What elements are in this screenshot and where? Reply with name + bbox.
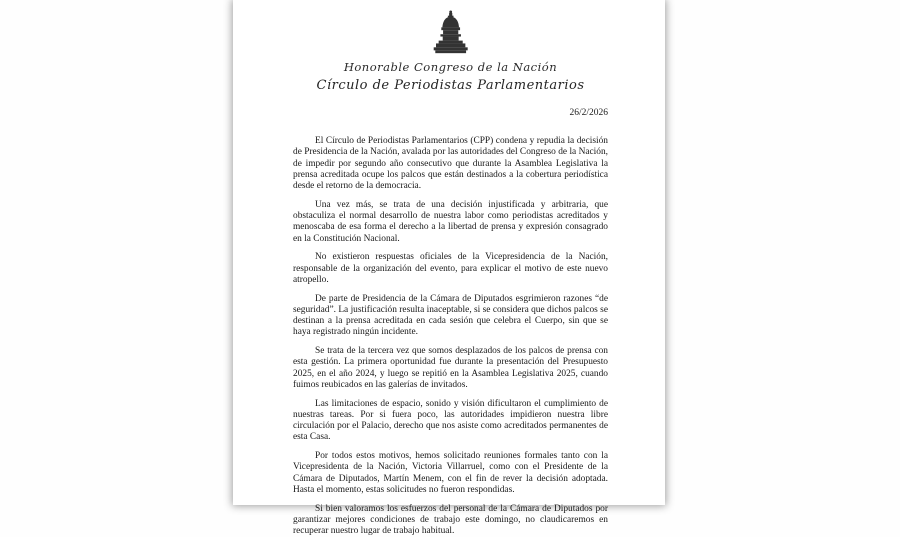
letter-paragraph: No existieron respuestas oficiales de la Vicepresidencia de la Nación, responsable de la organización del evento, para explicar el motivo de este nuevo atropello. — [293, 252, 608, 286]
letter-paragraph: Se trata de la tercera vez que somos desplazados de los palcos de prensa con esta gestión. La primera oportunidad fue durante la presentación del Presupuesto 2025, en el año 2024, y luego se repitió en la Asamblea Legislativa 2025, cuando fuimos reubicados en las galerías de invitados. — [293, 346, 608, 391]
document-page — [233, 0, 665, 505]
letter-paragraph: Las limitaciones de espacio, sonido y visión dificultaron el cumplimiento de nuestras tareas. Por si fuera poco, las autoridades impidieron nuestra libre circulación por el Palacio, derecho que nos asiste como acreditados permanentes de esta Casa. — [293, 399, 608, 444]
letter-paragraph: Una vez más, se trata de una decisión injustificada y arbitraria, que obstaculiza el normal desarrollo de nuestra labor como periodistas acreditados y menoscaba de esa forma el derecho a la libertad de prensa y expresión consagrado en la Constitución Nacional. — [293, 200, 608, 245]
letter-paragraph: De parte de Presidencia de la Cámara de Diputados esgrimieron razones “de seguridad”. La justificación resulta inaceptable, si se considera que dichos palcos se destinan a la prensa acreditada en cada sesión que celebra el Cuerpo, sin que se haya registrado ningún incidente. — [293, 294, 608, 339]
letter-paragraph: Si bien valoramos los esfuerzos del personal de la Cámara de Diputados por garantizar mejores condiciones de trabajo este domingo, no claudicaremos en recuperar nuestro lugar de trabajo habitual. — [293, 504, 608, 537]
org-name-line2: Círculo de Periodistas Parlamentarios — [293, 78, 608, 93]
congress-dome-emblem-icon — [293, 10, 608, 58]
letter-paragraph: Por todos estos motivos, hemos solicitado reuniones formales tanto con la Vicepresidenta de la Nación, Victoria Villarruel, como con el Presidente de la Cámara de Diputados, Martín Menem, con el fin de rever la decisión adoptada. Hasta el momento, estas solicitudes no fueron respondidas. — [293, 451, 608, 496]
letter-body — [293, 136, 608, 537]
org-name-line1: Honorable Congreso de la Nación — [293, 60, 608, 74]
document-date: 26/2/2026 — [293, 108, 608, 118]
letter-paragraph: El Círculo de Periodistas Parlamentarios (CPP) condena y repudia la decisión de Presidencia de la Nación, avalada por las autoridades del Congreso de la Nación, de impedir por segundo año consecutivo que durante la Asamblea Legislativa la prensa acreditada ocupe los palcos que están destinados a la cobertura periodística desde el retorno de la democracia. — [293, 136, 608, 192]
